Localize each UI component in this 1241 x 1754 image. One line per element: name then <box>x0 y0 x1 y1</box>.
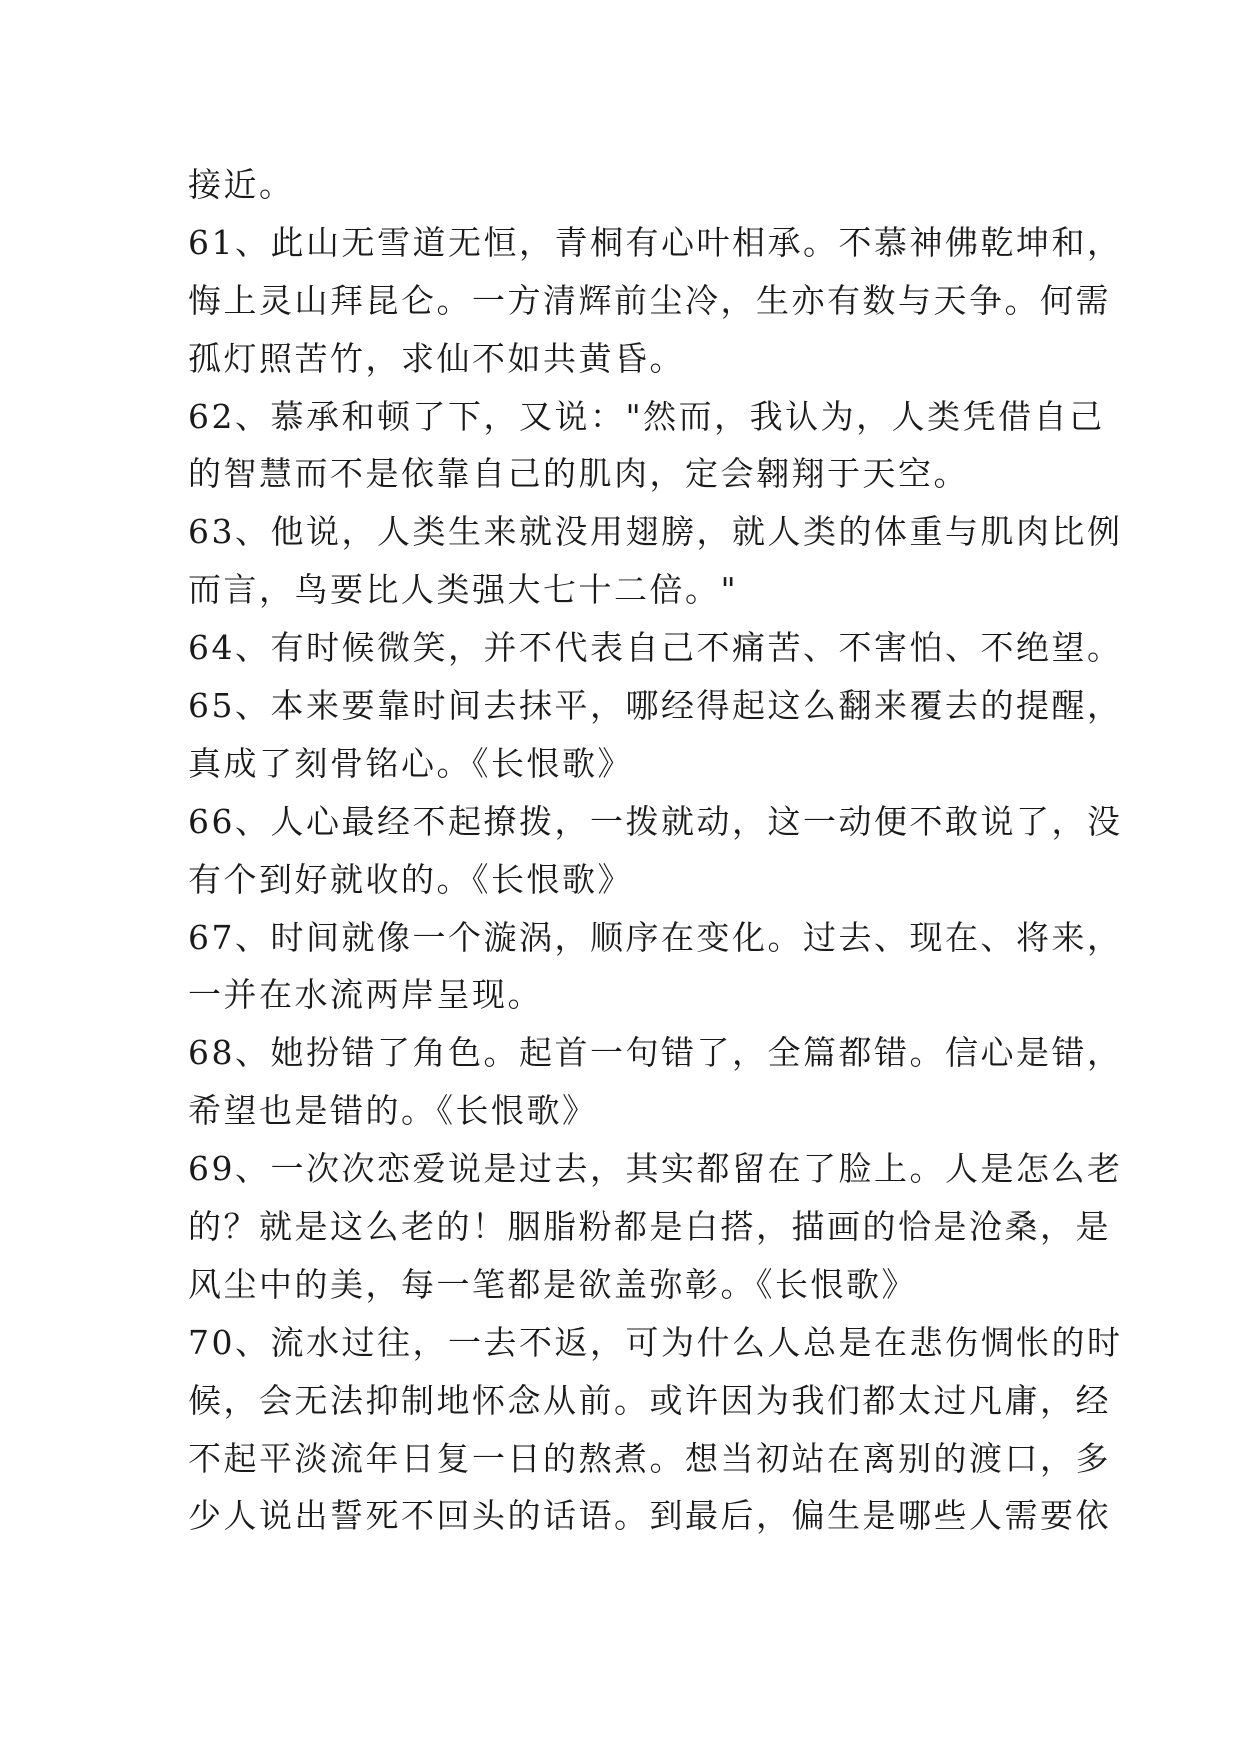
text-line: 的？就是这么老的！胭脂粉都是白搭，描画的恰是沧桑，是 <box>188 1207 1111 1247</box>
text-line: 真成了刻骨铭心。《长恨歌》 <box>188 743 633 783</box>
text-line: 69、一次次恋爱说是过去，其实都留在了脸上。人是怎么老 <box>188 1149 1123 1189</box>
text-line: 66、人心最经不起撩拨，一拨就动，这一动便不敢说了，没 <box>188 801 1123 841</box>
text-line: 63、他说，人类生来就没用翅膀，就人类的体重与肌肉比例 <box>188 512 1123 552</box>
text-line: 61、此山无雪道无恒，青桐有心叶相承。不慕神佛乾坤和， <box>188 222 1123 262</box>
document-body <box>188 156 1123 1545</box>
text-line: 的智慧而不是依靠自己的肌肉，定会翱翔于天空。 <box>188 454 969 494</box>
text-line: 62、慕承和顿了下，又说："然而，我认为，人类凭借自己 <box>188 396 1105 436</box>
text-line: 风尘中的美，每一笔都是欲盖弥彰。《长恨歌》 <box>188 1264 917 1304</box>
text-line: 65、本来要靠时间去抹平，哪经得起这么翻来覆去的提醒， <box>188 686 1123 726</box>
text-line: 64、有时候微笑，并不代表自己不痛苦、不害怕、不绝望。 <box>188 628 1123 668</box>
text-line: 不起平淡流年日复一日的熬煮。想当初站在离别的渡口，多 <box>188 1438 1111 1478</box>
text-line: 而言，鸟要比人类强大七十二倍。" <box>188 570 739 610</box>
text-line: 少人说出誓死不回头的话语。到最后，偏生是哪些人需要依 <box>188 1496 1111 1536</box>
text-line: 一并在水流两岸呈现。 <box>188 975 543 1015</box>
text-line: 有个到好就收的。《长恨歌》 <box>188 859 633 899</box>
text-line: 悔上灵山拜昆仑。一方清辉前尘冷，生亦有数与天争。何需 <box>188 280 1111 320</box>
text-line: 接近。 <box>188 165 295 204</box>
text-line: 希望也是错的。《长恨歌》 <box>188 1091 598 1131</box>
text-line: 候，会无法抑制地怀念从前。或许因为我们都太过凡庸，经 <box>188 1380 1111 1420</box>
text-line: 67、时间就像一个漩涡，顺序在变化。过去、现在、将来， <box>188 917 1123 957</box>
text-line: 孤灯照苦竹，求仙不如共黄昏。 <box>188 338 685 378</box>
text-line: 70、流水过往，一去不返，可为什么人总是在悲伤惆怅的时 <box>188 1322 1123 1362</box>
text-line: 68、她扮错了角色。起首一句错了，全篇都错。信心是错， <box>188 1033 1123 1073</box>
